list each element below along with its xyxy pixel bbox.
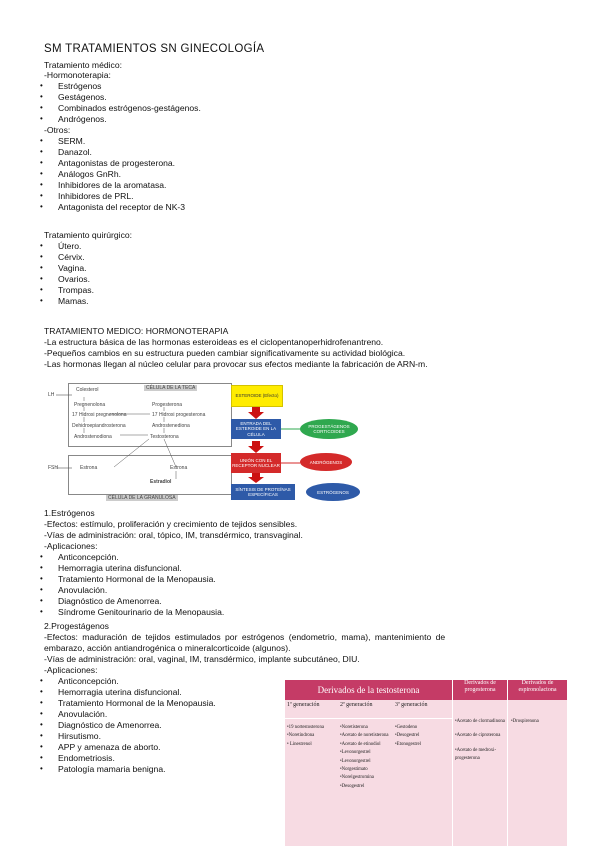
column-divider xyxy=(507,680,508,846)
pathway-step: Androstenediona xyxy=(152,423,190,429)
flow-box-synthesis: SÍNTESIS DE PROTEÍNAS ESPECÍFICAS xyxy=(231,484,295,500)
pathway-step: Colesterol xyxy=(76,387,99,393)
theca-label: CÉLULA DE LA TECA xyxy=(146,385,196,391)
list-item: • Andrógenos. xyxy=(58,114,107,124)
lh-label: LH xyxy=(48,392,55,398)
column-gen3 xyxy=(395,724,421,749)
column-divider xyxy=(452,680,453,846)
pathway-step: Estradiol xyxy=(150,479,172,485)
table-header-spironolactone: Derivados de espironolactona xyxy=(508,680,567,700)
paragraph-line: -Efectos: maduración de tejidos estimulados por estrógenos (endometrio, mama), mantenimiento de xyxy=(44,632,446,642)
table-cell: •Levonorgestrel xyxy=(340,758,371,764)
list-item: • Síndrome Genitourinario de la Menopausia. xyxy=(58,607,224,617)
generation-2-label: 2ª generación xyxy=(340,702,373,708)
column-gen1 xyxy=(287,724,324,749)
list-item: • Tratamiento Hormonal de la Menopausia. xyxy=(58,574,216,584)
table-cell: •Etonogestrel xyxy=(395,741,421,747)
oval-estrogenos: ESTRÓGENOS xyxy=(306,483,360,501)
steroid-diagram xyxy=(44,383,540,507)
table-cell: •Acetato de clormadinona xyxy=(455,719,505,724)
list-item: • Estrógenos xyxy=(58,81,101,91)
pathway-step: Progesterona xyxy=(152,402,183,408)
paragraph-line: embarazo, acción antiandrogénica o mineralcorticoide (algunos). xyxy=(44,643,291,653)
list-item: • Mamas. xyxy=(58,296,89,306)
list-item: • SERM. xyxy=(58,136,85,146)
granulosa-label: CÉLULA DE LA GRANULOSA xyxy=(108,495,176,501)
table-cell: •Acetato de noretisterona xyxy=(340,733,389,739)
hormonoterapia-label: -Hormonoterapia: xyxy=(44,70,111,80)
oval-progestagenos: PROGESTÁGENOS CORTICOIDES xyxy=(300,419,358,439)
list-item: • Análogos GnRh. xyxy=(58,169,121,179)
list-item: • Diagnóstico de Amenorrea. xyxy=(58,596,162,606)
pathway-step: Dehidroepiandrosterona xyxy=(72,423,126,429)
flow-box-entry: ENTRADA DEL ESTEROIDE EN LA CÉLULA xyxy=(231,419,281,439)
table-cell: • Linestrenol xyxy=(287,741,312,747)
table-cell: •Desogestrel xyxy=(340,783,365,789)
pathway-step: Pregnenolona xyxy=(74,402,106,408)
paragraph-line: -Efectos: estímulo, proliferación y crecimiento de tejidos sensibles. xyxy=(44,519,298,529)
flow-box-steroid: ESTEROIDE (Efecto) xyxy=(231,385,283,407)
table-cell: •Acetato de medroxi-progesterona xyxy=(455,747,497,762)
progestagenos-heading: 2.Progestágenos xyxy=(44,621,109,631)
list-item: • Trompas. xyxy=(58,285,94,295)
hormonoterapia-heading: TRATAMIENTO MEDICO: HORMONOTERAPIA xyxy=(44,326,229,336)
list-item: • Anovulación. xyxy=(58,585,107,595)
table-cell: •Norelgestromina xyxy=(340,775,374,781)
generation-3-label: 3ª generación xyxy=(395,702,428,708)
table-cell: •Desogestrel xyxy=(395,733,420,739)
pathway-step: Androstenodiona xyxy=(74,434,112,440)
list-item: • APP y amenaza de aborto. xyxy=(58,742,161,752)
list-item: • Antagonistas de progesterona. xyxy=(58,158,175,168)
aplicaciones-label: -Aplicaciones: xyxy=(44,541,98,551)
generation-1-label: 1ª generación xyxy=(287,702,320,708)
pathway-step: Estrona xyxy=(170,465,188,471)
otros-label: -Otros: xyxy=(44,125,71,135)
table-cell: •Drospirenona xyxy=(511,719,539,724)
fsh-label: FSH xyxy=(48,465,58,471)
list-item: • Cérvix. xyxy=(58,252,85,262)
row-divider xyxy=(285,718,452,719)
page-title: SM TRATAMIENTOS SN GINECOLOGÍA xyxy=(44,43,265,55)
list-item: • Anovulación. xyxy=(58,709,107,719)
table-cell: •19 nortestosterona xyxy=(287,725,324,730)
pathway-step: 17 Hidroxi pregnenolona xyxy=(72,412,127,418)
paragraph-line: -La estructura básica de las hormonas esteroideas es el ciclopentanoperhidrofenantreno. xyxy=(44,337,384,347)
list-item: • Vagina. xyxy=(58,263,87,273)
paragraph-line: -Vías de administración: oral, tópico, IM, transdérmico, transvaginal. xyxy=(44,530,303,540)
list-item: • Patología mamaria benigna. xyxy=(58,764,166,774)
list-item: • Útero. xyxy=(58,241,81,251)
list-item: • Tratamiento Hormonal de la Menopausia. xyxy=(58,698,216,708)
derivatives-table xyxy=(285,680,567,846)
table-cell: •Acetato de ciproterona xyxy=(455,733,501,739)
paragraph-line: -Vías de administración: oral, vaginal, IM, transdérmico, implante subcutáneo, DIU. xyxy=(44,654,360,664)
list-item: • Hemorragia uterina disfuncional. xyxy=(58,563,182,573)
table-cell: •Levonorgestrel xyxy=(340,750,371,756)
column-gen2 xyxy=(340,724,389,791)
list-item: • Hemorragia uterina disfuncional. xyxy=(58,687,182,697)
pathway-step: Testosterona xyxy=(150,434,179,440)
list-item: • Combinados estrógenos-gestágenos. xyxy=(58,103,201,113)
table-cell: •Noretindrona xyxy=(287,733,315,739)
list-item: • Inhibidores de PRL. xyxy=(58,191,133,201)
column-spironolactone xyxy=(511,718,539,726)
list-item: • Antagonista del receptor de NK-3 xyxy=(58,202,185,212)
list-item: • Ovarios. xyxy=(58,274,90,284)
aplicaciones-label: -Aplicaciones: xyxy=(44,665,98,675)
list-item: • Anticoncepción. xyxy=(58,676,119,686)
table-header-testosterone: Derivados de la testosterona xyxy=(285,680,452,700)
table-header-progesterone: Derivados de progesterona xyxy=(453,680,507,700)
list-item: • Anticoncepción. xyxy=(58,552,119,562)
table-cell: •Norgestimato xyxy=(340,767,368,773)
list-item: • Inhibidores de la aromatasa. xyxy=(58,180,166,190)
list-item: • Diagnóstico de Amenorrea. xyxy=(58,720,162,730)
flow-box-receptor: UNIÓN CON EL RECEPTOR NUCLEAR xyxy=(231,453,281,473)
list-item: • Hirsutismo. xyxy=(58,731,101,741)
table-cell: •Gestodeno xyxy=(395,725,418,730)
paragraph-line: -Pequeños cambios en su estructura pueden cambiar significativamente su actividad biológica. xyxy=(44,348,406,358)
flow-arrows xyxy=(244,405,304,485)
list-item: • Danazol. xyxy=(58,147,92,157)
paragraph-line: -Las hormonas llegan al núcleo celular para provocar sus efectos mediante la fabricación de ARN-m. xyxy=(44,359,428,369)
list-item: • Gestágenos. xyxy=(58,92,107,102)
table-cell: •Noretisterona xyxy=(340,725,368,730)
column-progesterone xyxy=(455,718,505,764)
list-item: • Endometriosis. xyxy=(58,753,115,763)
table-cell: •Acetato de etinodiol xyxy=(340,741,381,747)
pathway-step: Estrona xyxy=(80,465,98,471)
pathway-step: 17 Hidroxi progesterona xyxy=(152,412,206,418)
medical-heading: Tratamiento médico: xyxy=(44,60,123,70)
surgical-heading: Tratamiento quirúrgico: xyxy=(44,230,133,240)
estrogenos-heading: 1.Estrógenos xyxy=(44,508,95,518)
oval-androgenos: ANDRÓGENOS xyxy=(300,453,352,471)
